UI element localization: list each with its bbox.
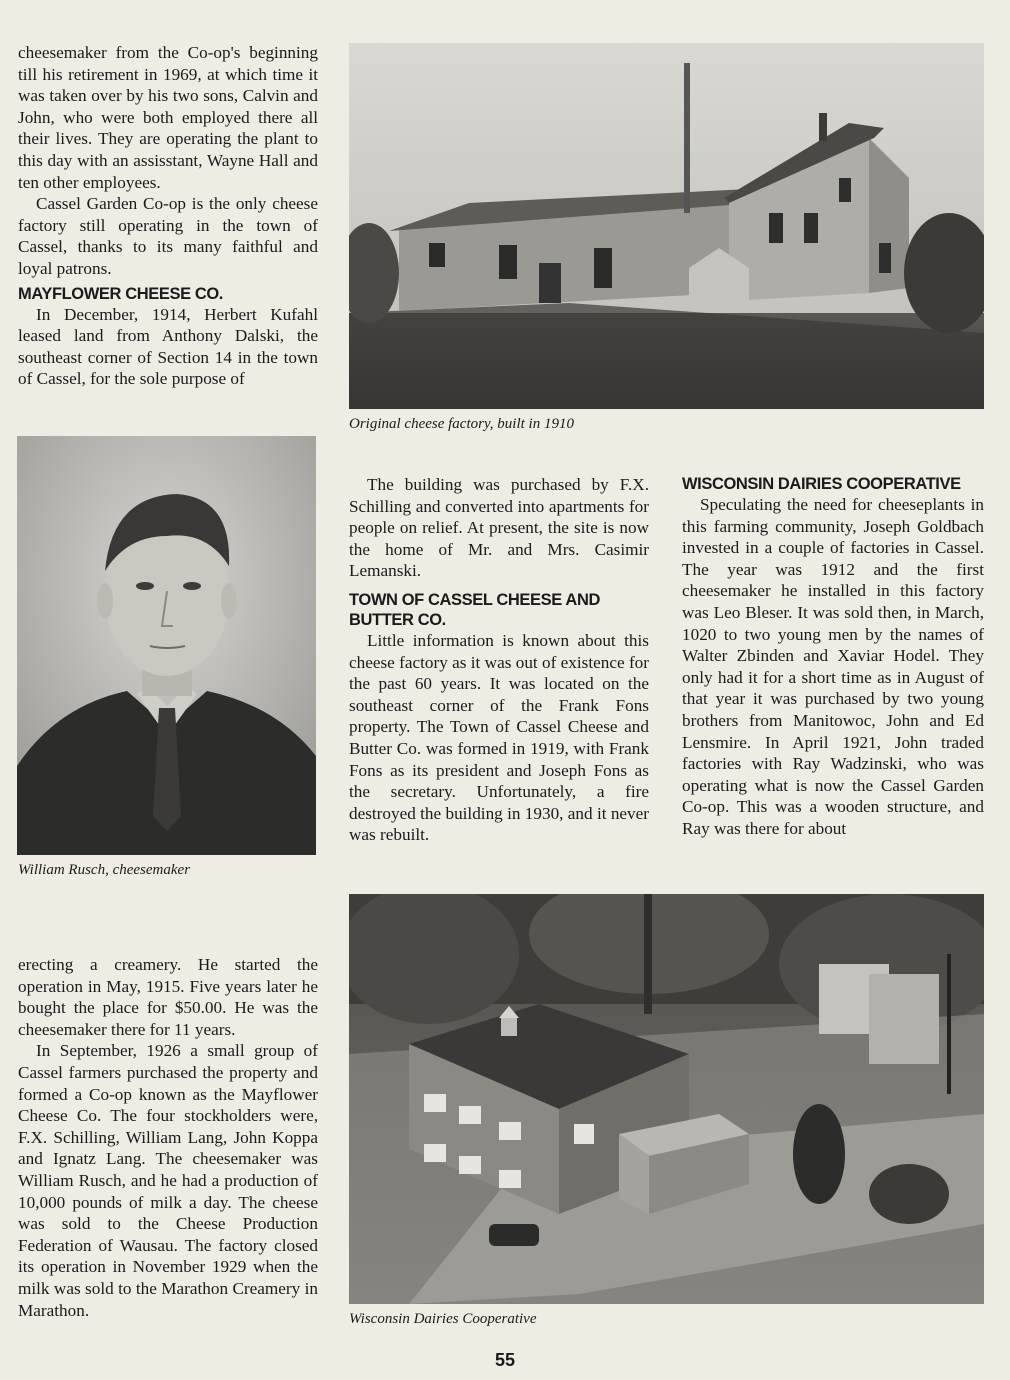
right-column — [682, 474, 984, 840]
paragraph: The building was purchased by F.X. Schilling and converted into apartments for people on relief. At present, the site is now the home of Mr. and Mrs. Casimir Lemanski. — [349, 475, 649, 581]
paragraph: Little information is known about this cheese factory as it was out of existence for the past 60 years. It was located on the southeast corner of the Frank Fons property. The Town of Cassel Cheese and Butter Co. was formed in 1919, with Frank Fons as its president and Joseph Fons as the secretary. Unfortunately, a fire destroyed the building in 1930, and it never was rebuilt. — [349, 630, 649, 845]
paragraph: cheesemaker from the Co-op's beginning till his retirement in 1969, at which time it was taken over by his two sons, Calvin and John, who were both employed there all their lives. They are operating the plant to this day with an assisstant, Wayne Hall and ten other employees. — [18, 43, 318, 192]
middle-column — [349, 474, 649, 846]
paragraph: erecting a creamery. He started the operation in May, 1915. Five years later he bought the place for $50.00. He was the cheesemaker there for 11 years. — [18, 955, 318, 1039]
section-heading-mayflower: MAYFLOWER CHEESE CO. — [18, 284, 223, 303]
paragraph: In September, 1926 a small group of Cassel farmers purchased the property and formed a Co-op known as the Mayflower Cheese Co. The four stockholders were, F.X. Schilling, William Lang, John Koppa and Ignatz Lang. The cheesemaker was William Rusch, and he had a production of 10,000 pounds of milk a day. The cheese was sold to the Cheese Production Federation of Wausau. The factory closed its operation in November 1929 when the milk was sold to the Marathon Creamery in Marathon. — [18, 1041, 318, 1320]
paragraph: Cassel Garden Co-op is the only cheese factory still operating in the town of Cassel, thanks to its many faithful and loyal patrons. — [18, 194, 318, 278]
coop-photo-caption: Wisconsin Dairies Cooperative — [349, 1311, 537, 1327]
left-column-top — [18, 42, 318, 390]
section-heading-town-of-cassel: TOWN OF CASSEL CHEESE AND BUTTER CO. — [349, 590, 600, 629]
paragraph: Speculating the need for cheeseplants in this farming community, Joseph Goldbach invested in a couple of factories in Cassel. The year was 1912 and the first cheesemaker he installed in this factory was Leo Bleser. It was sold then, in March, 1020 to two young men by the names of Walter Zbinden and Xaviar Hodel. They only had it for a short time as in August of that year it was purchased by two young brothers from Manitowoc, John and Ed Lensmire. In April 1921, John traded factories with Ray Wadzinski, who was operating what is now the Cassel Garden Co-op. This was a wooden structure, and Ray was there for about — [682, 495, 984, 838]
left-column-bottom — [18, 954, 318, 1321]
portrait-photo-caption: William Rusch, cheesemaker — [18, 862, 191, 878]
paragraph: In December, 1914, Herbert Kufahl leased land from Anthony Dalski, the southeast corner of Section 14 in the town of Cassel, for the sole purpose of — [18, 304, 318, 389]
factory-photo-caption: Original cheese factory, built in 1910 — [349, 416, 574, 432]
factory-photo — [349, 43, 984, 409]
portrait-photo — [17, 436, 316, 855]
page-number: 55 — [494, 1350, 516, 1370]
section-heading-wisconsin-dairies: WISCONSIN DAIRIES COOPERATIVE — [682, 475, 961, 493]
coop-aerial-photo — [349, 894, 984, 1304]
